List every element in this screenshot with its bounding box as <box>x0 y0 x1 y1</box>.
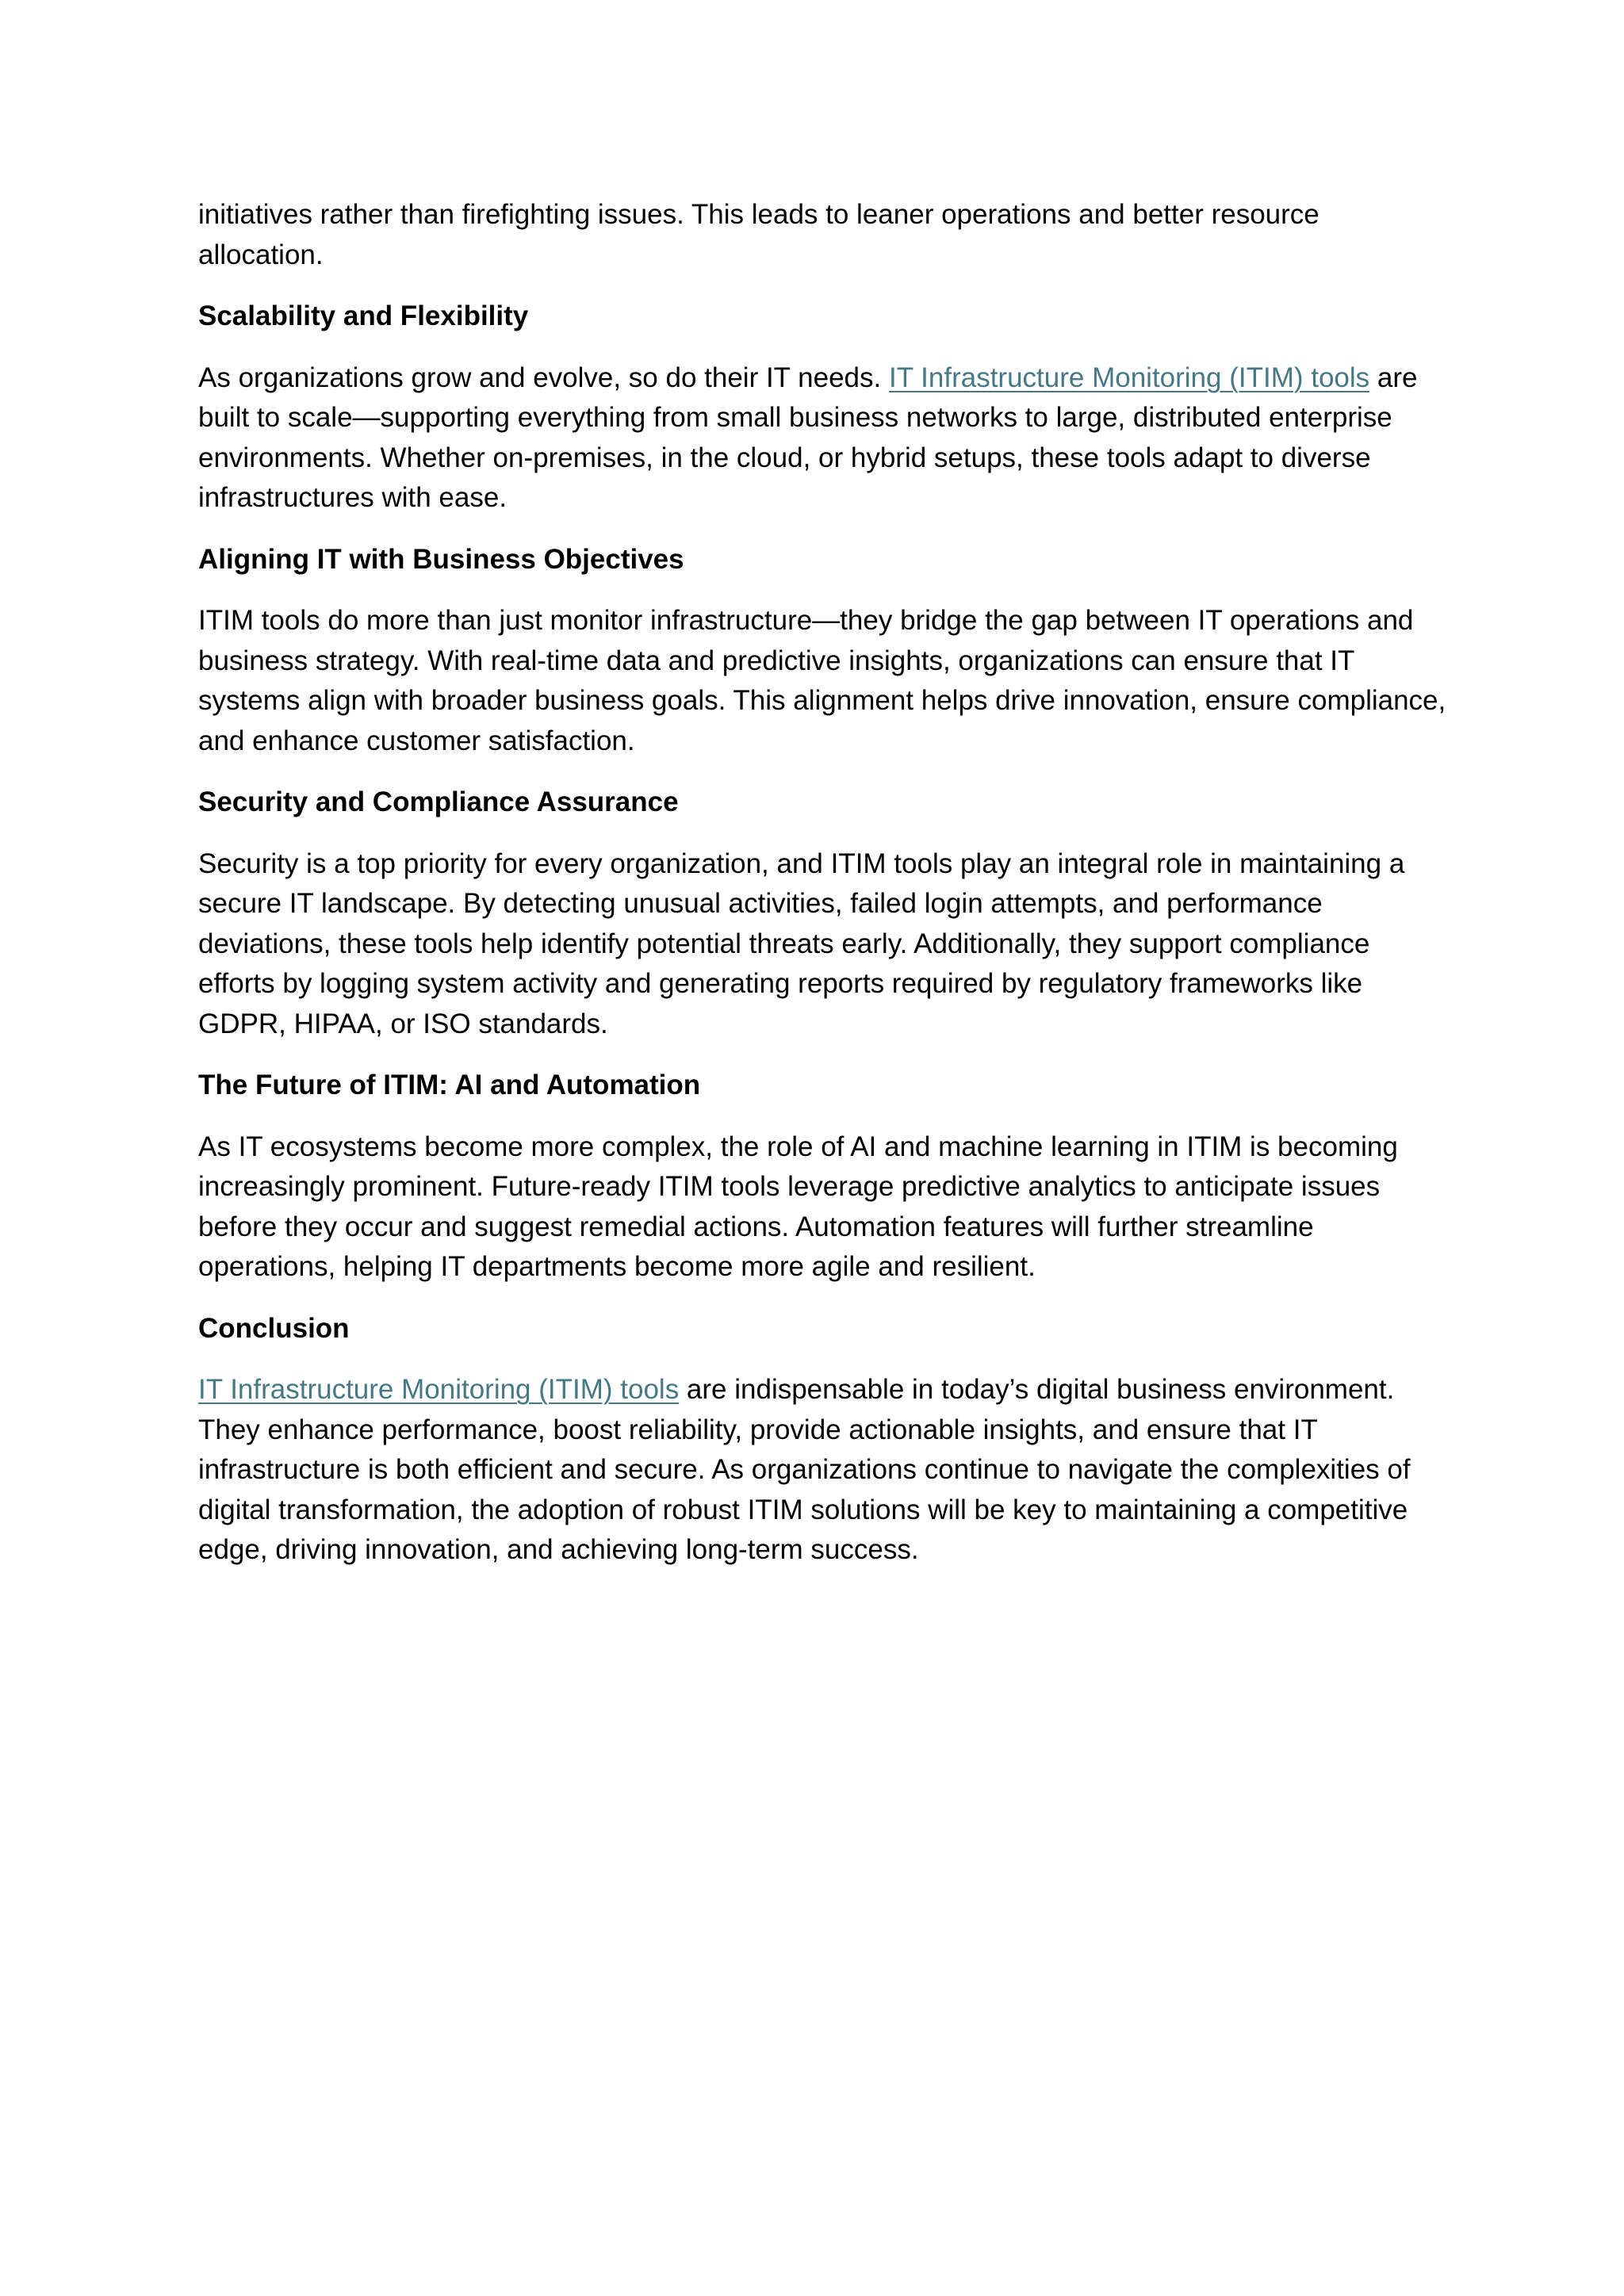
heading-security: Security and Compliance Assurance <box>198 786 679 817</box>
document-page <box>198 195 1451 1592</box>
scalability-text-before-link: As organizations grow and evolve, so do their IT needs. <box>198 362 889 393</box>
scalability-paragraph <box>198 358 1451 519</box>
intro-paragraph: initiatives rather than firefighting issues. This leads to leaner operations and better resource allocation. <box>198 199 1320 270</box>
scalability-text-after-link: are built to scale—supporting everything from small business networks to large, distributed enterprise environments. Whether on-premises, in the cloud, or hybrid setups, these tools adapt to diverse infrastructures with ease. <box>198 362 1418 513</box>
conclusion-paragraph <box>198 1370 1451 1571</box>
heading-scalability: Scalability and Flexibility <box>198 300 529 331</box>
security-paragraph: Security is a top priority for every organization, and ITIM tools play an integral role in maintaining a secure IT landscape. By detecting unusual activities, failed login attempts, and performance deviations, these tools help identify potential threats early. Additionally, they support compliance efforts by logging system activity and generating reports required by regulatory frameworks like GDPR, HIPAA, or ISO standards. <box>198 848 1405 1039</box>
future-paragraph: As IT ecosystems become more complex, the role of AI and machine learning in ITIM is becoming increasingly prominent. Future-ready ITIM tools leverage predictive analytics to anticipate issues before they occur and suggest remedial actions. Automation features will further streamline operations, helping IT departments become more agile and resilient. <box>198 1131 1398 1282</box>
heading-aligning: Aligning IT with Business Objectives <box>198 543 684 575</box>
aligning-paragraph: ITIM tools do more than just monitor infrastructure—they bridge the gap between IT operations and business strategy. With real-time data and predictive insights, organizations can ensure that IT systems align with broader business goals. This alignment helps drive innovation, ensure compliance, and enhance customer satisfaction. <box>198 605 1446 756</box>
heading-conclusion: Conclusion <box>198 1312 350 1344</box>
conclusion-text-after-link: are indispensable in today’s digital business environment. They enhance performance, boost reliability, provide actionable insights, and ensure that IT infrastructure is both efficient and secure. As organizations continue to navigate the complexities of digital transformation, the adoption of robust ITIM solutions will be key to maintaining a competitive edge, driving innovation, and achieving long-term success. <box>198 1374 1411 1565</box>
itim-tools-link[interactable]: IT Infrastructure Monitoring (ITIM) tools <box>888 362 1370 393</box>
itim-tools-link-conclusion[interactable]: IT Infrastructure Monitoring (ITIM) tools <box>198 1374 680 1405</box>
heading-future: The Future of ITIM: AI and Automation <box>198 1070 701 1100</box>
